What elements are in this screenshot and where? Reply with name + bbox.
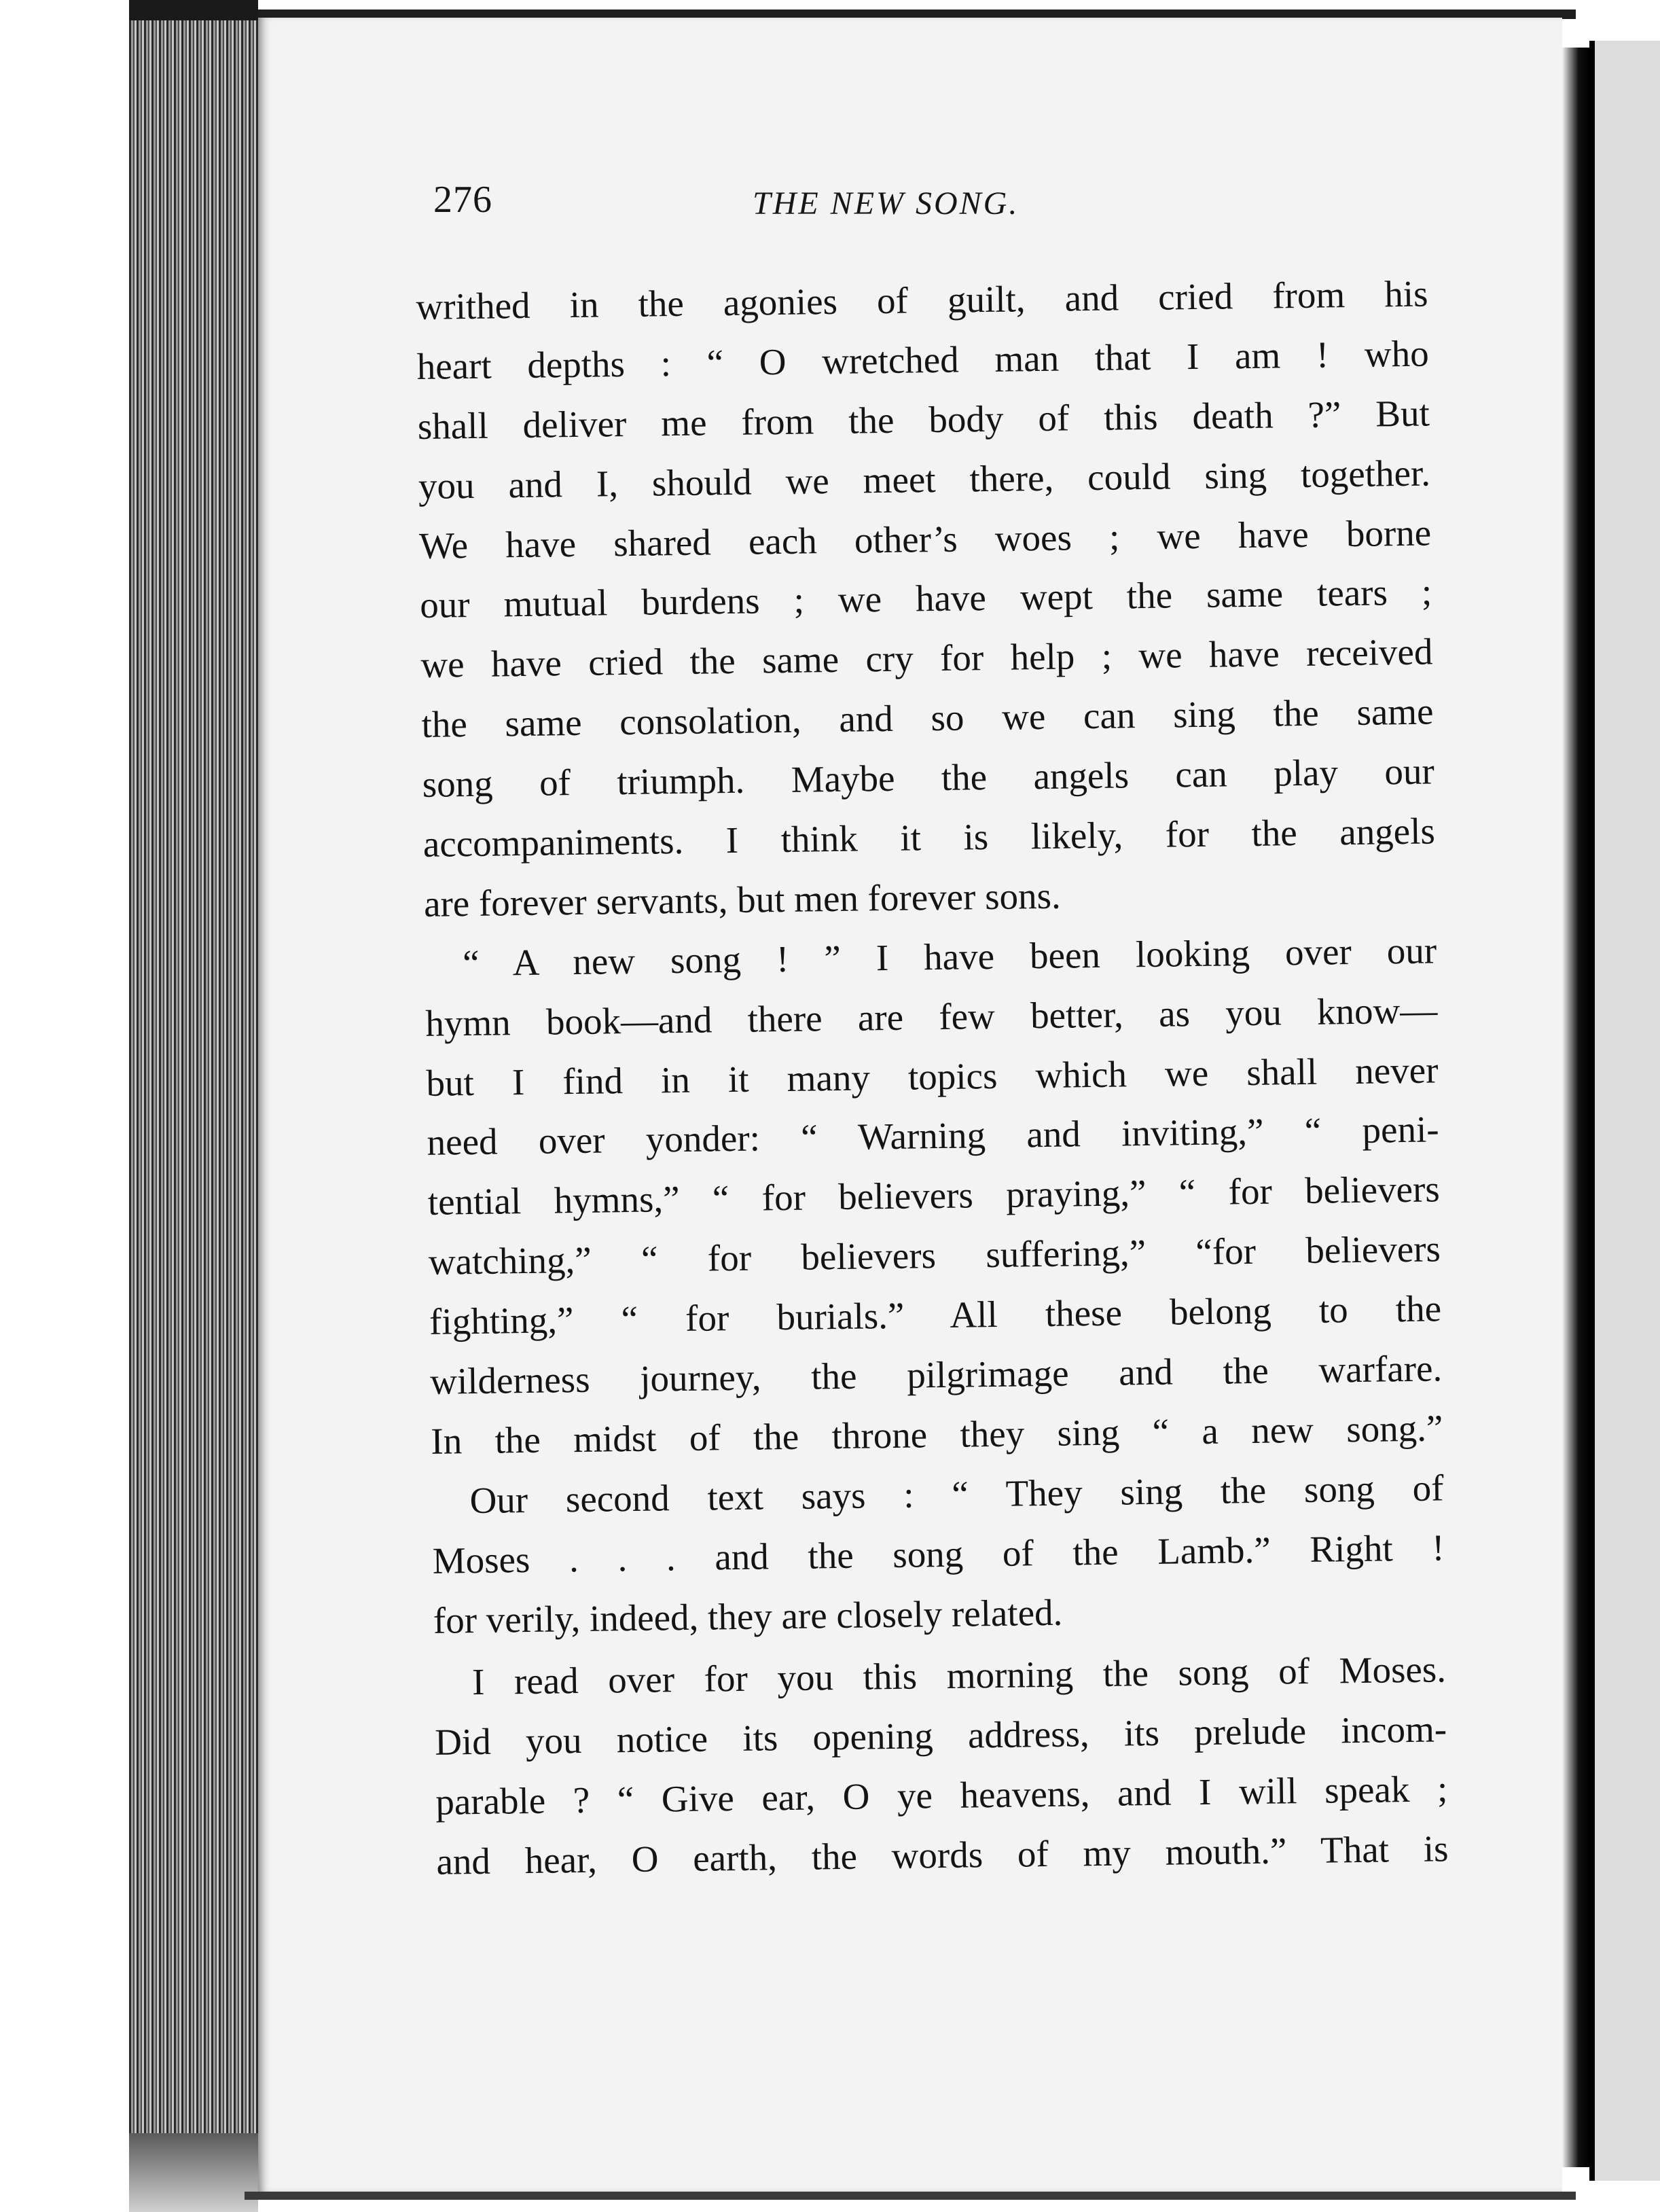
text-line: “ A new song ! ” I have been looking over our bbox=[462, 929, 1437, 984]
text-line: wilderness journey, the pilgrimage and the warfare. bbox=[429, 1347, 1443, 1402]
page-number: 276 bbox=[433, 179, 492, 221]
text-line: tential hymns,” “ for believers praying,” “ for believers bbox=[427, 1168, 1441, 1224]
facing-page bbox=[1589, 41, 1660, 2181]
text-line: and hear, O earth, the words of my mouth.” That is bbox=[436, 1827, 1449, 1883]
text-line: writhed in the agonies of guilt, and cried from his bbox=[416, 272, 1428, 327]
text-line: hymn book—and there are few better, as you know— bbox=[425, 989, 1438, 1044]
text-line: In the midst of the throne they sing “ a new song.” bbox=[431, 1407, 1443, 1462]
book-edge-shadow-bottom bbox=[129, 2133, 258, 2212]
text-line: the same consolation, and so we can sing the same bbox=[421, 690, 1434, 746]
text-line: watching,” “ for believers suffering,” “for believers bbox=[428, 1228, 1441, 1283]
text-line: shall deliver me from the body of this death ?” But bbox=[417, 392, 1430, 447]
text-line: We have shared each other’s woes ; we have borne bbox=[418, 512, 1432, 567]
page-bottom-edge bbox=[245, 2192, 1576, 2200]
facing-page-edge bbox=[1589, 41, 1595, 2181]
text-line: parable ? “ Give ear, O ye heavens, and I will speak ; bbox=[435, 1768, 1448, 1823]
text-line: but I find in it many topics which we shall never bbox=[426, 1048, 1439, 1104]
text-line: accompaniments. I think it is likely, for the angels bbox=[422, 810, 1436, 865]
text-line: song of triumph. Maybe the angels can play our bbox=[422, 750, 1435, 806]
text-line: Moses . . . and the song of the Lamb.” Right ! bbox=[432, 1527, 1445, 1582]
text-line: we have cried the same cry for help ; we have received bbox=[420, 630, 1433, 686]
text-line: fighting,” “ for burials.” All these belong to the bbox=[429, 1287, 1442, 1343]
text-line: I read over for you this morning the song of Moses. bbox=[471, 1648, 1447, 1703]
text-line: you and I, should we meet there, could sing together. bbox=[418, 452, 1431, 507]
running-head: THE NEW SONG. bbox=[753, 185, 1020, 221]
body-text bbox=[416, 264, 1449, 1891]
book-gutter bbox=[1562, 48, 1589, 2167]
book-page-edges bbox=[129, 0, 258, 2212]
book-edge-shadow-top bbox=[129, 0, 258, 20]
text-line: heart depths : “ O wretched man that I am ! who bbox=[416, 332, 1429, 387]
text-line: our mutual burdens ; we have wept the same tears ; bbox=[419, 571, 1432, 626]
text-line: Did you notice its opening address, its prelude incom- bbox=[434, 1708, 1447, 1764]
text-line: are forever servants, but men forever sons. bbox=[423, 874, 1062, 925]
text-line: Our second text says : “ They sing the song of bbox=[469, 1467, 1444, 1521]
text-line: need over yonder: “ Warning and inviting,” “ peni- bbox=[427, 1108, 1439, 1164]
page-header bbox=[433, 178, 1411, 239]
text-line: for verily, indeed, they are closely related. bbox=[433, 1591, 1063, 1641]
